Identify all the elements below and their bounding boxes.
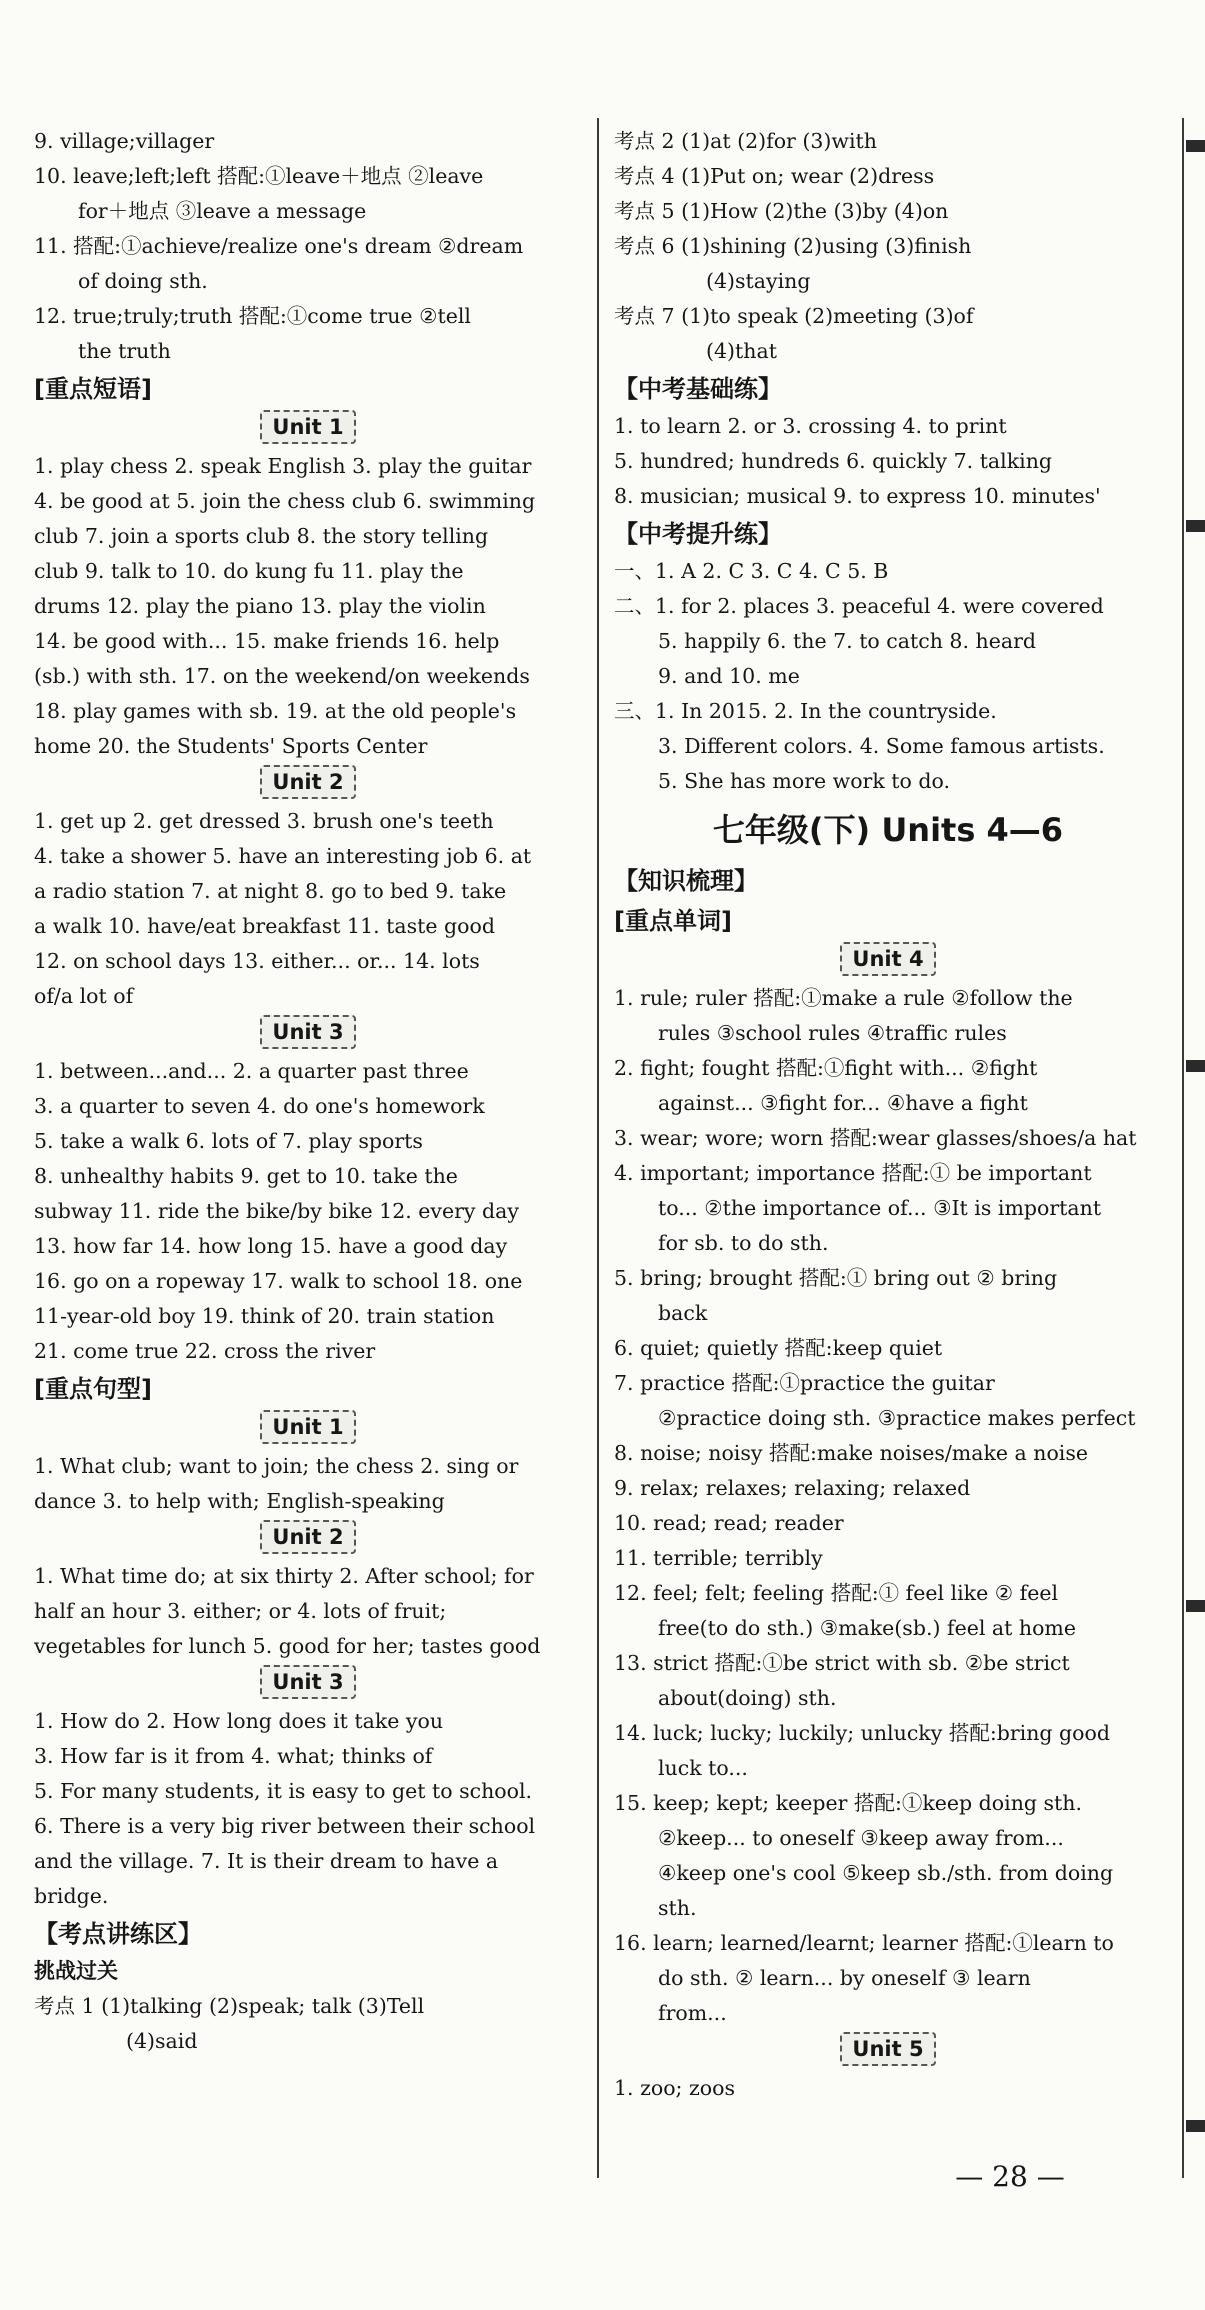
unit-heading-row (614, 941, 1162, 981)
answer-line-continued: ②keep... to oneself ③keep away from... (658, 1826, 1064, 1850)
next-page-fragment (1186, 520, 1205, 532)
unit-badge: Unit 3 (260, 1665, 355, 1699)
answer-line-continued: of doing sth. (78, 269, 208, 293)
unit-heading-row (34, 409, 582, 449)
section-heading: 【中考提升练】 (614, 520, 782, 548)
answer-line: drums 12. play the piano 13. play the violin (34, 594, 486, 618)
answer-line-continued: the truth (78, 339, 171, 363)
answer-line: 7. practice 搭配:①practice the guitar (614, 1371, 995, 1395)
unit-badge: Unit 1 (260, 1410, 355, 1444)
answer-line: 8. noise; noisy 搭配:make noises/make a noise (614, 1441, 1089, 1465)
next-page-fragment (1186, 1600, 1205, 1612)
answer-line: 3. How far is it from 4. what; thinks of (34, 1744, 433, 1768)
answer-line: 12. true;truly;truth 搭配:①come true ②tell (34, 304, 471, 328)
unit-heading-row (614, 2031, 1162, 2071)
unit-heading-row (34, 1519, 582, 1559)
section-heading: [重点句型] (34, 1375, 152, 1403)
left-column (34, 124, 582, 2059)
answer-line: 11. terrible; terribly (614, 1546, 823, 1570)
answer-line: 1. What club; want to join; the chess 2. sing or (34, 1454, 519, 1478)
answer-line: 5. take a walk 6. lots of 7. play sports (34, 1129, 423, 1153)
answer-line-continued: 9. and 10. me (658, 664, 800, 688)
next-page-fragment (1186, 140, 1205, 152)
unit-heading-row (34, 764, 582, 804)
answer-line: 2. fight; fought 搭配:①fight with... ②fight (614, 1056, 1038, 1080)
answer-line: vegetables for lunch 5. good for her; tastes good (34, 1634, 541, 1658)
answer-line: 1. play chess 2. speak English 3. play the guitar (34, 454, 532, 478)
unit-heading-row (34, 1664, 582, 1704)
answer-line: 1. What time do; at six thirty 2. After school; for (34, 1564, 534, 1588)
answer-line-continued: ②practice doing sth. ③practice makes perfect (658, 1406, 1136, 1430)
answer-line: 14. be good with... 15. make friends 16. help (34, 629, 500, 653)
answer-line-continued: free(to do sth.) ③make(sb.) feel at home (658, 1616, 1076, 1640)
answer-line: bridge. (34, 1884, 109, 1908)
answer-line: 考点 5 (1)How (2)the (3)by (4)on (614, 199, 949, 223)
answer-line-continued: 3. Different colors. 4. Some famous artists. (658, 734, 1105, 758)
grade-title: 七年级(下) Units 4—6 (712, 811, 1064, 849)
answer-line: 考点 7 (1)to speak (2)meeting (3)of (614, 304, 974, 328)
unit-badge: Unit 3 (260, 1015, 355, 1049)
unit-badge: Unit 2 (260, 1520, 355, 1554)
answer-line: 4. important; importance 搭配:① be important (614, 1161, 1092, 1185)
answer-line: of/a lot of (34, 984, 134, 1008)
answer-line-continued: for sb. to do sth. (658, 1231, 829, 1255)
answer-line: 10. leave;left;left 搭配:①leave＋地点 ②leave (34, 164, 484, 188)
answer-line: home 20. the Students' Sports Center (34, 734, 428, 758)
unit-badge: Unit 2 (260, 765, 355, 799)
answer-line: 18. play games with sb. 19. at the old people's (34, 699, 517, 723)
answer-line: 5. For many students, it is easy to get to school. (34, 1779, 533, 1803)
answer-line: 考点 6 (1)shining (2)using (3)finish (614, 234, 972, 258)
answer-line: subway 11. ride the bike/by bike 12. every day (34, 1199, 519, 1223)
answer-line: 12. feel; felt; feeling 搭配:① feel like ② feel (614, 1581, 1059, 1605)
answer-line: 考点 4 (1)Put on; wear (2)dress (614, 164, 935, 188)
unit-heading-row (34, 1014, 582, 1054)
answer-line: 21. come true 22. cross the river (34, 1339, 376, 1363)
answer-line-continued: for＋地点 ③leave a message (78, 199, 367, 223)
next-page-fragment (1186, 1060, 1205, 1072)
section-heading: [重点单词] (614, 907, 732, 935)
right-edge-divider (1182, 118, 1184, 2178)
answer-line: 二、1. for 2. places 3. peaceful 4. were covered (614, 594, 1104, 618)
answer-line: 1. How do 2. How long does it take you (34, 1709, 444, 1733)
subsection-heading: 挑战过关 (34, 1959, 118, 1983)
answer-line: dance 3. to help with; English-speaking (34, 1489, 445, 1513)
answer-line: (sb.) with sth. 17. on the weekend/on weekends (34, 664, 530, 688)
page-number: — 28 — (955, 2160, 1065, 2193)
answer-line-continued: do sth. ② learn... by oneself ③ learn (658, 1966, 1031, 1990)
next-page-fragment (1186, 2120, 1205, 2132)
answer-line: a radio station 7. at night 8. go to bed 9. take (34, 879, 507, 903)
answer-line: a walk 10. have/eat breakfast 11. taste good (34, 914, 495, 938)
answer-line: club 7. join a sports club 8. the story telling (34, 524, 489, 548)
answer-line: 4. take a shower 5. have an interesting job 6. at (34, 844, 532, 868)
answer-line-continued: 5. She has more work to do. (658, 769, 951, 793)
section-heading: 【知识梳理】 (614, 867, 758, 895)
answer-line-continued: against... ③fight for... ④have a fight (658, 1091, 1028, 1115)
answer-line-continued: sth. (658, 1896, 697, 1920)
answer-line-continued: to... ②the importance of... ③It is important (658, 1196, 1102, 1220)
answer-line: 1. to learn 2. or 3. crossing 4. to print (614, 414, 1007, 438)
unit-badge: Unit 1 (260, 410, 355, 444)
answer-line: 考点 2 (1)at (2)for (3)with (614, 129, 877, 153)
answer-line-continued: 5. happily 6. the 7. to catch 8. heard (658, 629, 1036, 653)
answer-line-continued: (4)said (126, 2029, 198, 2053)
answer-line: 1. between...and... 2. a quarter past three (34, 1059, 469, 1083)
answer-line: 9. village;villager (34, 129, 215, 153)
column-divider (597, 118, 599, 2178)
answer-line: 1. rule; ruler 搭配:①make a rule ②follow the (614, 986, 1073, 1010)
answer-line: 6. There is a very big river between their school (34, 1814, 536, 1838)
answer-line: 11. 搭配:①achieve/realize one's dream ②dream (34, 234, 524, 258)
answer-line-continued: (4)staying (706, 269, 811, 293)
answer-line: 8. musician; musical 9. to express 10. minutes' (614, 484, 1101, 508)
section-heading: 【考点讲练区】 (34, 1920, 202, 1948)
answer-line: 8. unhealthy habits 9. get to 10. take the (34, 1164, 458, 1188)
answer-line: 5. hundred; hundreds 6. quickly 7. talking (614, 449, 1053, 473)
section-heading: [重点短语] (34, 375, 152, 403)
answer-line: 14. luck; lucky; luckily; unlucky 搭配:bring good (614, 1721, 1110, 1745)
answer-line-continued: luck to... (658, 1756, 748, 1780)
answer-line: club 9. talk to 10. do kung fu 11. play the (34, 559, 464, 583)
answer-line: half an hour 3. either; or 4. lots of fruit; (34, 1599, 447, 1623)
answer-line: 考点 1 (1)talking (2)speak; talk (3)Tell (34, 1994, 425, 2018)
answer-line-continued: from... (658, 2001, 727, 2025)
answer-line: and the village. 7. It is their dream to have a (34, 1849, 499, 1873)
answer-line: 5. bring; brought 搭配:① bring out ② bring (614, 1266, 1058, 1290)
answer-line-continued: (4)that (706, 339, 777, 363)
answer-line-continued: ④keep one's cool ⑤keep sb./sth. from doing (658, 1861, 1114, 1885)
unit-badge: Unit 5 (840, 2032, 935, 2066)
answer-line: 1. zoo; zoos (614, 2076, 735, 2100)
answer-line: 3. wear; wore; worn 搭配:wear glasses/shoes/a hat (614, 1126, 1137, 1150)
answer-line: 11-year-old boy 19. think of 20. train station (34, 1304, 495, 1328)
answer-line: 10. read; read; reader (614, 1511, 844, 1535)
answer-line: 一、1. A 2. C 3. C 4. C 5. B (614, 559, 889, 583)
unit-badge: Unit 4 (840, 942, 935, 976)
answer-line-continued: rules ③school rules ④traffic rules (658, 1021, 1007, 1045)
answer-line: 13. how far 14. how long 15. have a good day (34, 1234, 508, 1258)
answer-line: 3. a quarter to seven 4. do one's homework (34, 1094, 485, 1118)
answer-line: 三、1. In 2015. 2. In the countryside. (614, 699, 997, 723)
answer-line: 13. strict 搭配:①be strict with sb. ②be strict (614, 1651, 1070, 1675)
answer-line: 9. relax; relaxes; relaxing; relaxed (614, 1476, 971, 1500)
answer-line: 6. quiet; quietly 搭配:keep quiet (614, 1336, 943, 1360)
answer-line: 16. go on a ropeway 17. walk to school 18. one (34, 1269, 523, 1293)
answer-line: 15. keep; kept; keeper 搭配:①keep doing sth. (614, 1791, 1083, 1815)
answer-line: 4. be good at 5. join the chess club 6. swimming (34, 489, 536, 513)
section-heading: 【中考基础练】 (614, 375, 782, 403)
answer-line-continued: back (658, 1301, 708, 1325)
answer-line: 1. get up 2. get dressed 3. brush one's teeth (34, 809, 494, 833)
answer-line: 16. learn; learned/learnt; learner 搭配:①learn to (614, 1931, 1114, 1955)
right-column (614, 124, 1162, 2106)
unit-heading-row (34, 1409, 582, 1449)
answer-line: 12. on school days 13. either... or... 14. lots (34, 949, 480, 973)
answer-line-continued: about(doing) sth. (658, 1686, 837, 1710)
